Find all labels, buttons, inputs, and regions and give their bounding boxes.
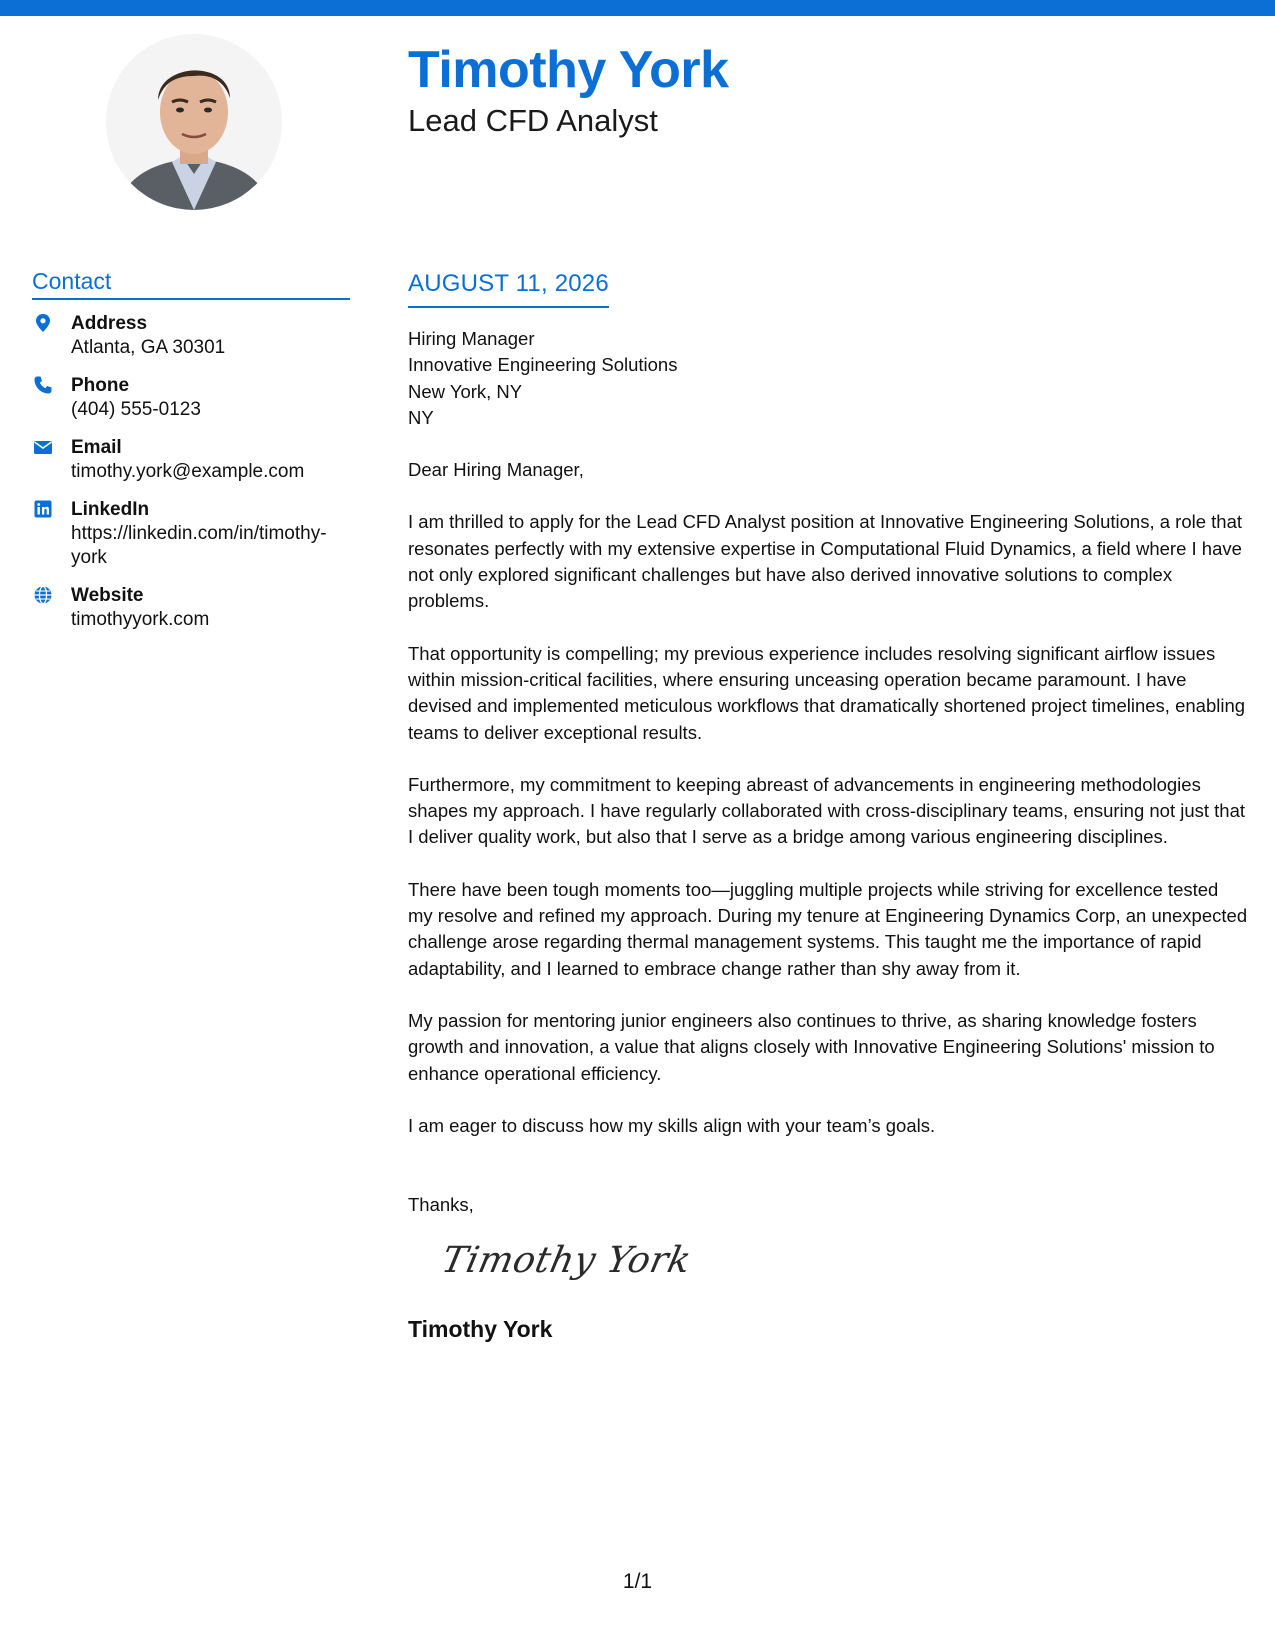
contact-item-phone xyxy=(32,374,350,422)
signed-name: Timothy York xyxy=(408,1316,553,1343)
recipient-block xyxy=(408,326,1248,431)
linkedin-icon xyxy=(33,499,53,519)
letter-paragraph: My passion for mentoring junior engineers also continues to thrive, as sharing knowledge fosters growth and innovation, a value that aligns closely with Innovative Engineering Solutions' mission to enhance operational efficiency. xyxy=(408,1009,1215,1084)
contact-value: (404) 555-0123 xyxy=(71,399,201,420)
phone-icon xyxy=(33,375,53,395)
contact-sidebar xyxy=(32,266,350,646)
contact-value[interactable]: timothyyork.com xyxy=(71,609,210,630)
contact-item-website xyxy=(32,584,350,632)
recipient-line: New York, NY xyxy=(408,380,523,402)
closing: Thanks, xyxy=(408,1194,474,1216)
recipient-line: NY xyxy=(408,406,434,428)
letter-body xyxy=(408,268,1248,1344)
avatar xyxy=(106,34,282,210)
handwritten-signature: Timothy York xyxy=(438,1240,695,1282)
letter-paragraph: I am eager to discuss how my skills align with your team’s goals. xyxy=(408,1114,936,1136)
contact-item-email xyxy=(32,436,350,484)
salutation: Dear Hiring Manager, xyxy=(408,459,584,481)
contact-item-linkedin xyxy=(32,498,350,570)
contact-label: Website xyxy=(71,585,144,606)
contact-value: timothy.york@example.com xyxy=(71,461,305,482)
letter-paragraph: Furthermore, my commitment to keeping abreast of advancements in engineering methodologies shapes my approach. I have regularly collaborated with cross-disciplinary teams, ensuring not just that I deliver quality work, but also that I serve as a bridge among various engineering disciplines. xyxy=(408,773,1246,848)
job-title: Lead CFD Analyst xyxy=(408,103,658,138)
contact-label: Phone xyxy=(71,375,130,396)
recipient-line: Hiring Manager xyxy=(408,328,535,349)
globe-icon xyxy=(33,585,53,605)
letter-paragraph: There have been tough moments too—juggling multiple projects while striving for excellence tested my resolve and refined my approach. During my tenure at Engineering Dynamics Corp, an unexpected challenge arose regarding thermal management systems. This taught me the importance of rapid adaptability, and I learned to embrace change rather than shy away from it. xyxy=(408,878,1248,979)
page-number: 1/1 xyxy=(622,1570,653,1593)
email-icon xyxy=(33,437,53,457)
letter-paragraph: That opportunity is compelling; my previous experience includes resolving significant airflow issues within mission-critical facilities, where ensuring unceasing operation became paramount. I have devised and implemented meticulous workflows that dramatically shortened project timelines, enabling teams to deliver exceptional results. xyxy=(408,642,1246,743)
contact-heading: Contact xyxy=(32,266,350,300)
recipient-line: Innovative Engineering Solutions xyxy=(408,354,678,376)
letter-paragraph: I am thrilled to apply for the Lead CFD Analyst position at Innovative Engineering Solutions, a role that resonates perfectly with my extensive expertise in Computational Fluid Dynamics, a field where I have not only explored significant challenges but have also derived innovative solutions to complex problems. xyxy=(408,511,1243,612)
location-pin-icon xyxy=(33,313,53,333)
contact-value[interactable]: https://linkedin.com/in/timothy-york xyxy=(71,523,327,568)
top-accent-bar xyxy=(0,0,1275,16)
contact-label: LinkedIn xyxy=(71,499,150,520)
portrait-image xyxy=(106,34,282,210)
candidate-name: Timothy York xyxy=(408,41,729,99)
contact-item-address xyxy=(32,312,350,360)
contact-value: Atlanta, GA 30301 xyxy=(71,337,226,358)
contact-label: Address xyxy=(71,313,148,334)
letter-date: AUGUST 11, 2026 xyxy=(408,268,609,308)
contact-label: Email xyxy=(71,437,122,458)
